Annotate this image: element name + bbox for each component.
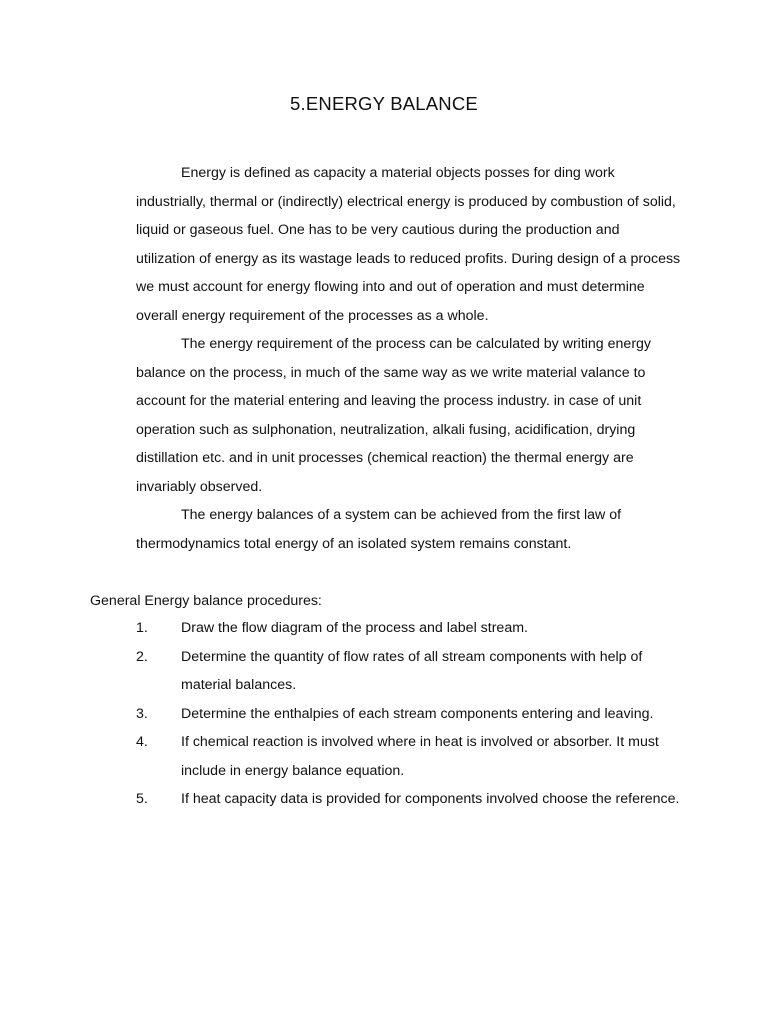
step-text: If heat capacity data is provided for components involved choose the reference. bbox=[181, 791, 680, 807]
list-item bbox=[136, 643, 681, 700]
step-number: 5. bbox=[136, 791, 148, 807]
paragraph: The energy balances of a system can be achieved from the first law of thermodynamics total energy of an isolated system remains constant. bbox=[136, 507, 622, 552]
step-text: If chemical reaction is involved where in heat is involved or absorber. It must include in energy balance equation. bbox=[181, 734, 659, 779]
step-number: 1. bbox=[136, 620, 148, 636]
step-text: Determine the enthalpies of each stream components entering and leaving. bbox=[181, 705, 654, 722]
step-text: Determine the quantity of flow rates of all stream components with help of material balances. bbox=[181, 648, 643, 693]
list-item bbox=[136, 614, 681, 643]
step-text: Draw the flow diagram of the process and label stream. bbox=[181, 620, 528, 636]
page-title: 5.ENERGY BALANCE bbox=[290, 93, 478, 114]
paragraph: The energy requirement of the process can be calculated by writing energy balance on the process, in much of the same way as we write material valance to account for the material entering and leaving the process industry. in case of unit operation such as sulphonation, neutralization, alkali fusing, acidification, drying distillation etc. and in unit processes (chemical reaction) the thermal energy are invariably observed. bbox=[136, 336, 652, 495]
list-item bbox=[136, 700, 681, 729]
procedures-heading: General Energy balance procedures: bbox=[90, 593, 322, 609]
list-item bbox=[136, 785, 681, 814]
step-number: 3. bbox=[136, 705, 148, 722]
paragraph: Energy is defined as capacity a material objects posses for ding work industrially, thermal or (indirectly) electrical energy is produced by combustion of solid, liquid or gaseous fuel. One has to be very cautious during the production and utilization of energy as its wastage leads to reduced profits. During design of a process we must account for energy flowing into and out of operation and must determine overall energy requirement of the processes as a whole. bbox=[136, 165, 681, 324]
step-number: 4. bbox=[136, 734, 148, 750]
body-text bbox=[136, 159, 681, 558]
step-number: 2. bbox=[136, 648, 148, 665]
procedures-list bbox=[136, 614, 681, 814]
list-item bbox=[136, 728, 681, 785]
